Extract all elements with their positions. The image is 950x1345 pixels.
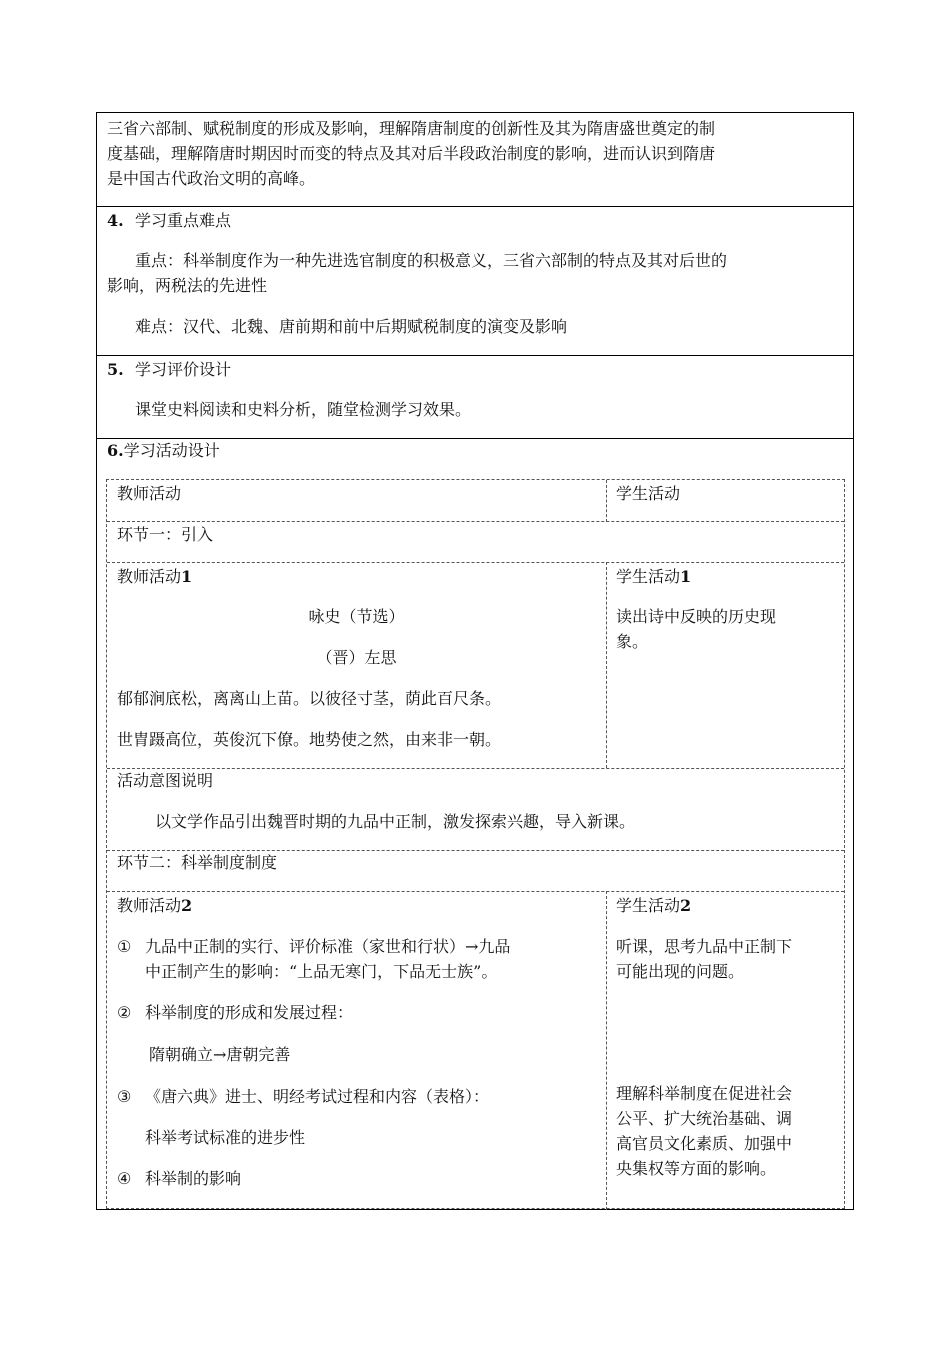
item-line: 科举制的影响 <box>145 1169 242 1188</box>
difficulty-text: 难点：汉代、北魏、唐前期和前中后期赋税制度的演变及影响 <box>135 317 568 336</box>
intro-line: 三省六部制、赋税制度的形成及影响，理解隋唐制度的创新性及其为隋唐盛世奠定的制 <box>107 119 716 138</box>
section5-title: 学习评价设计 <box>135 360 232 379</box>
item-line: 九品中正制的实行、评价标准（家世和行状）→九品 <box>145 937 511 956</box>
item-line: 中正制产生的影响：“上品无寒门，下品无士族”。 <box>145 962 498 981</box>
student-activity-1-line: 象。 <box>616 632 649 651</box>
teacher-activity-2-label: 教师活动2 <box>117 896 193 915</box>
section5-number: 5. <box>107 360 124 379</box>
student-activity-2-line: 高官员文化素质、加强中 <box>616 1134 793 1153</box>
item-line: 科举制度的形成和发展过程： <box>145 1003 354 1022</box>
activity-table <box>106 479 845 1209</box>
item-line: 《唐六典》进士、明经考试过程和内容（表格）： <box>145 1087 490 1106</box>
key-points-line: 重点：科举制度作为一种先进选官制度的积极意义，三省六部制的特点及其对后世的 <box>135 251 728 270</box>
row-divider <box>97 355 853 356</box>
student-activity-2-line: 公平、扩大统治基础、调 <box>616 1109 793 1128</box>
item-line: 科举考试标准的进步性 <box>145 1128 306 1147</box>
intent-title: 活动意图说明 <box>117 771 214 790</box>
section4-title: 学习重点难点 <box>135 211 232 230</box>
section4-number: 4. <box>107 211 124 230</box>
section6-title: 学习活动设计 <box>123 441 220 460</box>
item-marker: ③ <box>117 1087 132 1106</box>
col-header-student: 学生活动 <box>616 484 681 503</box>
poem-title: 咏史（节选） <box>308 607 405 626</box>
student-activity-1-label: 学生活动1 <box>616 567 692 586</box>
poem-line: 郁郁涧底松，离离山上苗。以彼径寸茎，荫此百尺条。 <box>117 689 502 708</box>
intro-line: 度基础，理解隋唐时期因时而变的特点及其对后半段政治制度的影响，进而认识到隋唐 <box>107 144 716 163</box>
item-marker: ② <box>117 1003 132 1022</box>
key-points-line: 影响，两税法的先进性 <box>107 276 268 295</box>
student-activity-2-line: 理解科举制度在促进社会 <box>616 1084 793 1103</box>
student-activity-1-line: 读出诗中反映的历史现 <box>616 607 777 626</box>
stage1-title: 环节一：引入 <box>117 525 214 544</box>
stage2-title: 环节二：科举制度制度 <box>117 853 278 872</box>
intent-text: 以文学作品引出魏晋时期的九品中正制，激发探索兴趣，导入新课。 <box>155 812 636 831</box>
intro-line: 是中国古代政治文明的高峰。 <box>107 169 316 188</box>
student-activity-2-line: 央集权等方面的影响。 <box>616 1159 777 1178</box>
student-activity-2-label: 学生活动2 <box>616 896 692 915</box>
student-activity-2-line: 可能出现的问题。 <box>616 962 745 981</box>
student-activity-2-line: 听课，思考九品中正制下 <box>616 937 793 956</box>
section6-heading <box>107 438 220 463</box>
item-marker: ① <box>117 937 132 956</box>
item-marker: ④ <box>117 1169 132 1188</box>
evaluation-text: 课堂史料阅读和史料分析，随堂检测学习效果。 <box>135 400 472 419</box>
col-header-teacher: 教师活动 <box>117 484 182 503</box>
section6-number: 6. <box>107 441 124 460</box>
poem-author: （晋）左思 <box>316 648 397 667</box>
poem-line: 世胄蹑高位，英俊沉下僚。地势使之然，由来非一朝。 <box>117 730 502 749</box>
item-line: 隋朝确立→唐朝完善 <box>149 1045 291 1064</box>
lesson-plan-table <box>96 112 854 1210</box>
teacher-activity-1-label: 教师活动1 <box>117 567 193 586</box>
row-divider <box>97 206 853 207</box>
